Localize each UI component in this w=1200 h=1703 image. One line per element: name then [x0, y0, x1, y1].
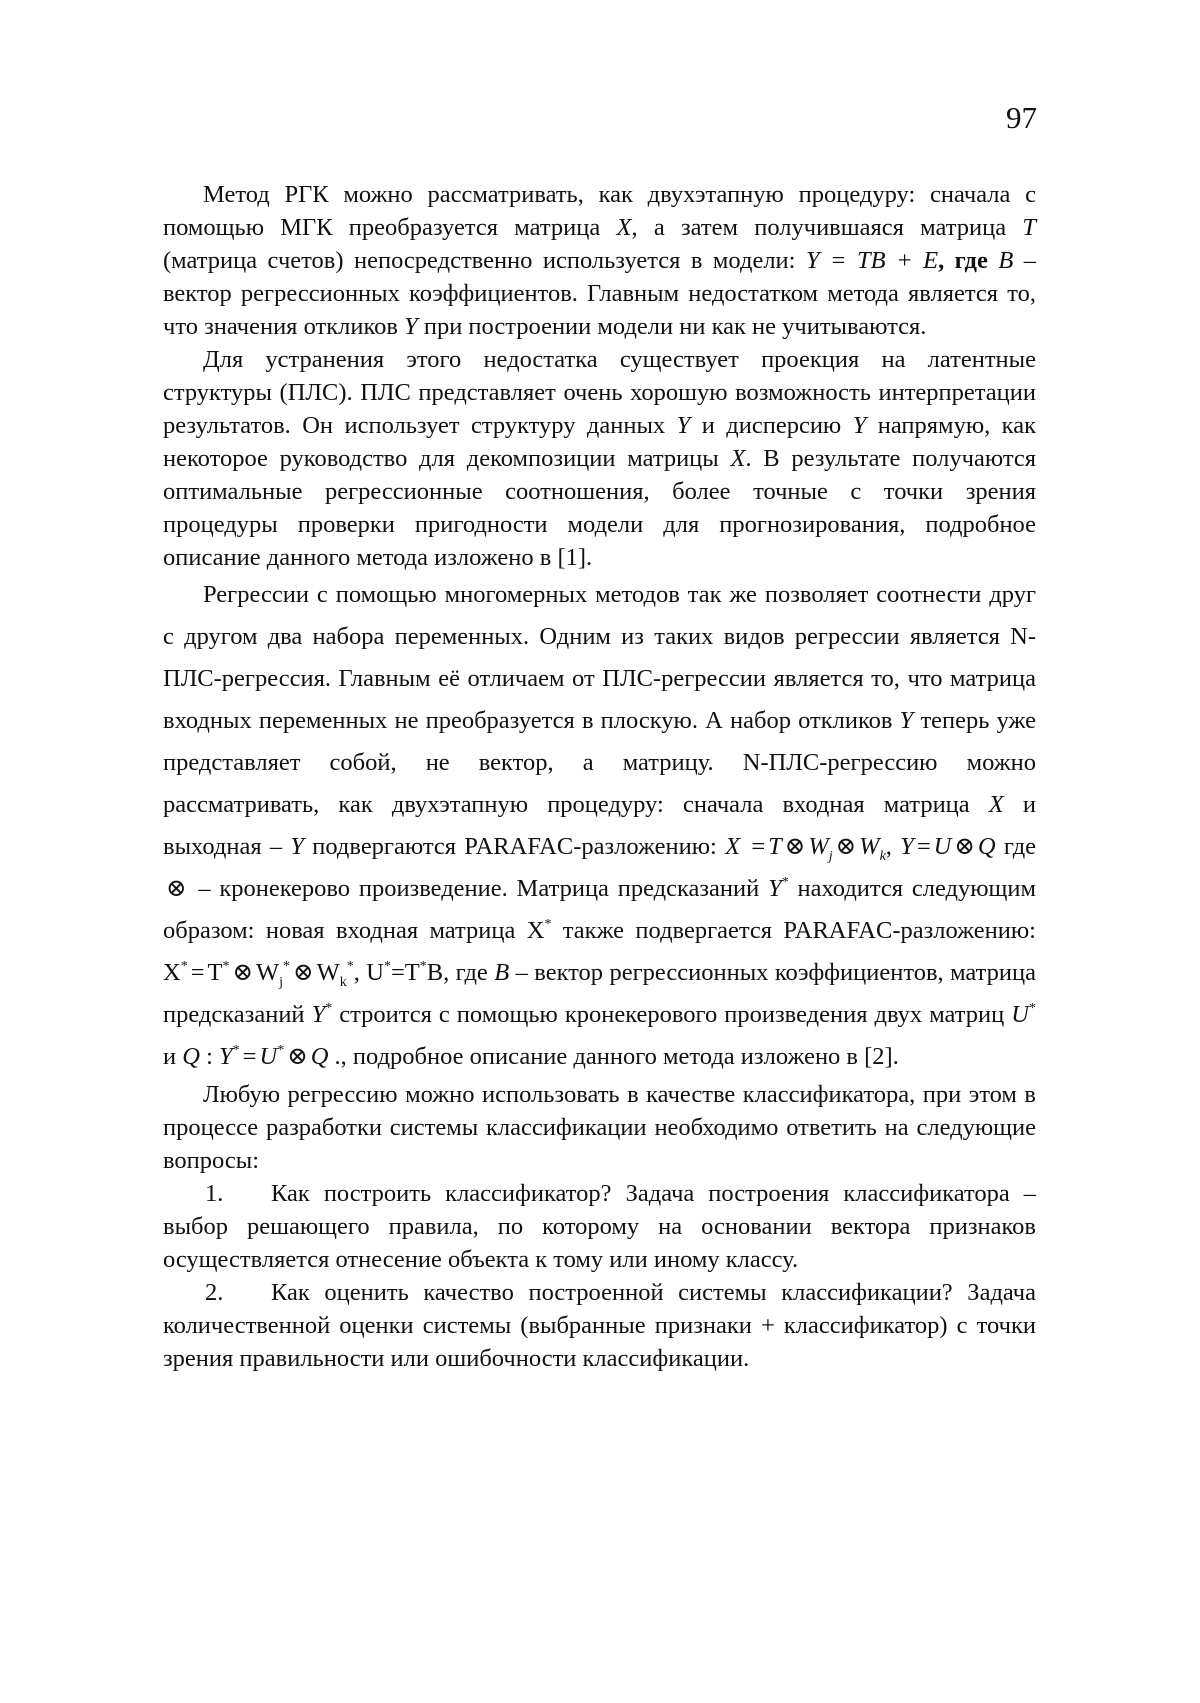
formula-prediction: : Y* = U* ⊗ Q [206, 1043, 328, 1070]
formula-parafac-y: Y = U ⊗ Q [900, 833, 995, 860]
var-X: X [616, 214, 631, 241]
body-text [163, 178, 1036, 1375]
list-item-2: 2. Как оценить качество построенной системы классификации? Задача количественной оценки системы (выбранные признаки + классификатор) с точки зрения правильности или ошибочности классификации. [163, 1276, 1036, 1375]
document-page [0, 0, 1200, 1703]
paragraph-2: Для устранения этого недостатка существует проекция на латентные структуры (ПЛС). ПЛС представляет очень хорошую возможность интерпретации результатов. Он использует структуру данных Y и дисперсию Y напрямую, как некоторое руководство для декомпозиции матрицы X. В результате получаются оптимальные регрессионные соотношения, более точные с точки зрения процедуры проверки пригодности модели для прогнозирования, подробное описание данного метода изложено в [1]. [163, 343, 1036, 574]
formula-parafac-new-x: X* = T* ⊗ Wj* ⊗ Wk*, [163, 959, 360, 986]
otimes-symbol: ⊗ [163, 875, 190, 902]
paragraph-4: Любую регрессию можно использовать в качестве классификатора, при этом в процессе разработки системы классификации необходимо ответить на следующие вопросы: [163, 1078, 1036, 1177]
var-B: B [998, 247, 1013, 274]
formula-u-star: U*=T*B, [366, 959, 449, 986]
formula-regression: Y = TB + E [806, 247, 938, 274]
paragraph-3: Регрессии с помощью многомерных методов так же позволяет соотнести друг с другом два набора переменных. Одним из таких видов регрессии является N-ПЛС-регрессия. Главным её отличаем от ПЛС-регрессии является то, что матрица входных переменных не преобразуется в плоскую. А набор откликов Y теперь уже представляет собой, не вектор, а матрицу. N-ПЛС-регрессию можно рассматривать, как двухэтапную процедуру: сначала входная матрица X и выходная – Y подвергаются PARAFAC-разложению: X = T ⊗ Wj ⊗ Wk, Y = U ⊗ Q где ⊗ – кронекерово произведение. Матрица предсказаний Y* находится следующим образом: новая входная матрица X* также подвергается PARAFAC-разложению: X* = T* ⊗ Wj* ⊗ Wk*, U*=T*B, где B – вектор регрессионных коэффициентов, матрица предсказаний Y* строится с помощью кронекерового произведения двух матриц U* и Q : Y* = U* ⊗ Q ., подробное описание данного метода изложено в [2]. [163, 574, 1036, 1078]
paragraph-1: Метод РГК можно рассматривать, как двухэтапную процедуру: сначала с помощью МГК преобразуется матрица X, а затем получившаяся матрица T (матрица счетов) непосредственно используется в модели: Y = TB + E, где B – вектор регрессионных коэффициентов. Главным недостатком метода является то, что значения откликов Y при построении модели ни как не учитываются. [163, 178, 1036, 343]
page-number: 97 [1006, 100, 1037, 136]
list-item-1: 1. Как построить классификатор? Задача построения классификатора – выбор решающего правила, по которому на основании вектора признаков осуществляется отнесение объекта к тому или иному классу. [163, 1177, 1036, 1276]
var-Y: Y [404, 313, 418, 340]
var-T: T [1022, 214, 1036, 241]
formula-parafac-x: X = T ⊗ Wj ⊗ Wk, [725, 833, 892, 860]
